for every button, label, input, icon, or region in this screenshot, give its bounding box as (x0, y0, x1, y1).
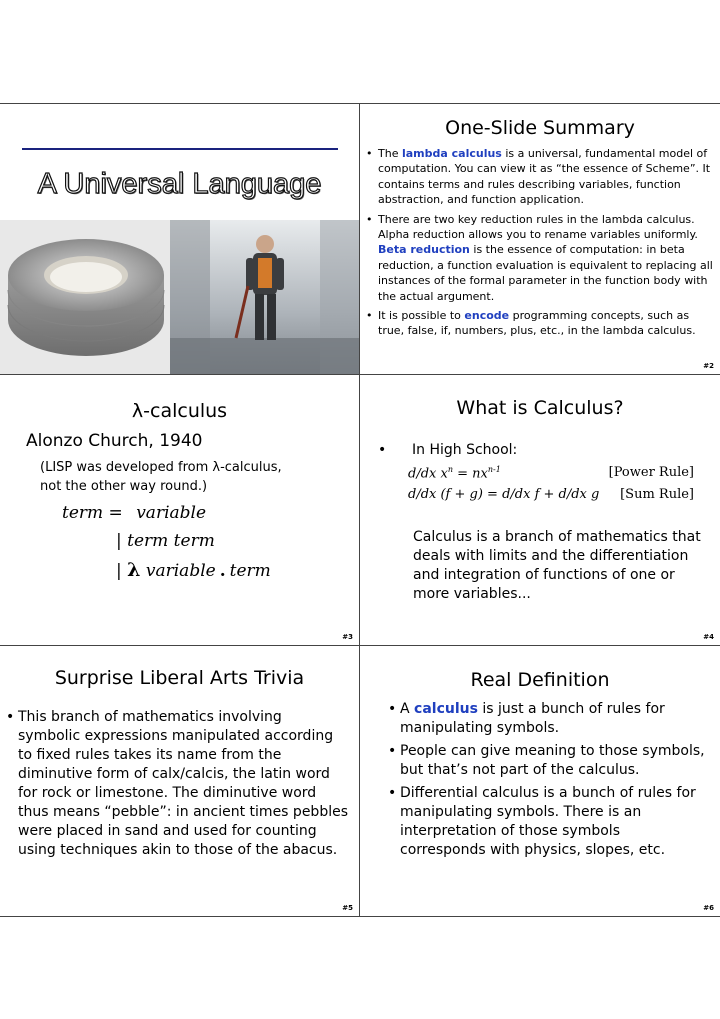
text: The (378, 147, 402, 160)
text: programming concepts, such as true, false, if, numbers, plus, etc., in the lambda calculus. (378, 309, 696, 338)
text: is a universal, fundamental model of computation. You can view it as “the essence of Scheme”. It contains terms and rules describing variables, function abstraction, and function application. (378, 147, 711, 207)
highlight-lambda-calculus: lambda calculus (401, 147, 502, 160)
definition-bullet-list (388, 700, 708, 860)
slide-2-title: One-Slide Summary (445, 117, 635, 139)
grammar-rule-2 (116, 531, 215, 551)
definition-bullet-3 (388, 784, 708, 860)
slide-4-title: What is Calculus? (456, 397, 624, 419)
slide-5-title: Surprise Liberal Arts Trivia (54, 667, 305, 689)
grammar-rule-3 (116, 559, 271, 581)
figure-image (170, 220, 359, 374)
slide-1-title: A Universal Language (37, 168, 322, 200)
grammar-equals: = (108, 503, 123, 523)
grammar-bound-variable: variable (145, 561, 216, 581)
power-rule-label: [Power Rule] (608, 465, 694, 480)
summary-bullet-list (366, 146, 714, 339)
slide-6 (360, 646, 720, 916)
title-rule (22, 148, 338, 150)
grid-bottom-border (0, 916, 720, 917)
power-rule-equation (408, 465, 694, 481)
text: d/dx x (408, 466, 448, 482)
text: Differential calculus is a bunch of rules for manipulating symbols. There is an interpretation of those symbols corresponds with physics, slopes, etc. (400, 785, 696, 858)
text: d/dx (f + g) = d/dx f + d/dx g (408, 487, 600, 502)
text: n (447, 465, 453, 474)
text: = nx (452, 466, 488, 482)
highlight-encode: encode (464, 309, 510, 323)
calculus-bullet-list (378, 442, 708, 458)
slide-4 (360, 375, 720, 645)
text: People can give meaning to those symbols, but that’s not part of the calculus. (400, 743, 705, 778)
text: is the essence of computation: in beta reduction, a function evaluation is equivalent to replacing all instances of the formal parameter in the function body with the actual argument. (378, 243, 713, 303)
slide-2 (360, 104, 720, 374)
slide-3-title: λ-calculus (131, 400, 228, 422)
slide-5 (0, 646, 359, 916)
slide-number: #2 (703, 362, 714, 370)
highlight-calculus: calculus (414, 701, 478, 717)
grammar-application: term term (127, 531, 215, 551)
slide-number: #6 (703, 904, 714, 912)
highlight-beta-reduction: Beta reduction (378, 243, 470, 257)
duct-tape-image (0, 220, 170, 374)
slide-1 (0, 104, 359, 374)
text: There are two key reduction rules in the lambda calculus. Alpha reduction allows you to rename variables uniformly. (378, 212, 698, 242)
summary-bullet-1 (366, 146, 714, 208)
lambda-symbol: λ (127, 559, 141, 581)
grammar-rule-1 (62, 503, 206, 523)
text: is just a bunch of rules for manipulating symbols. (400, 701, 665, 736)
summary-bullet-3 (366, 308, 714, 339)
slide-number: #3 (342, 633, 353, 641)
note-line-1: (LISP was developed from λ-calculus, (40, 460, 282, 475)
slide-6-title: Real Definition (470, 669, 610, 691)
author-line: Alonzo Church, 1940 (26, 431, 203, 451)
sum-rule-equation (408, 487, 694, 502)
text: In High School: (412, 442, 518, 458)
high-school-bullet (378, 442, 708, 458)
note-line-2: not the other way round.) (40, 479, 208, 494)
definition-bullet-2 (388, 742, 708, 780)
text: A (400, 701, 415, 717)
text: This branch of mathematics involving symbolic expressions manipulated according to fixed rules takes its name from the diminutive form of calx/calcis, the latin word for rock or limestone. The diminutive word thus means “pebble”: in ancient times pebbles were placed in sand and used for counting using techniques akin to those of the abacus. (18, 709, 348, 858)
grammar-term: term (62, 503, 104, 523)
slide-3 (0, 375, 359, 645)
slide-number: #4 (703, 633, 714, 641)
summary-bullet-2 (366, 212, 714, 304)
calculus-definition: Calculus is a branch of mathematics that deals with limits and the differentiation and integration of functions of one or more variables... (413, 529, 701, 602)
text: n-1 (487, 465, 501, 474)
sum-rule-label: [Sum Rule] (620, 487, 694, 502)
slide-number: #5 (342, 904, 353, 912)
definition-bullet-1 (388, 700, 708, 738)
grammar-body-term: term (229, 561, 271, 581)
grammar-bar: | (116, 531, 122, 551)
grammar-dot: . (219, 561, 226, 581)
grammar-bar: | (116, 561, 122, 581)
trivia-bullet (6, 708, 348, 860)
grammar-variable: variable (136, 503, 207, 523)
text: It is possible to (378, 309, 465, 323)
trivia-bullet-list (6, 708, 348, 860)
